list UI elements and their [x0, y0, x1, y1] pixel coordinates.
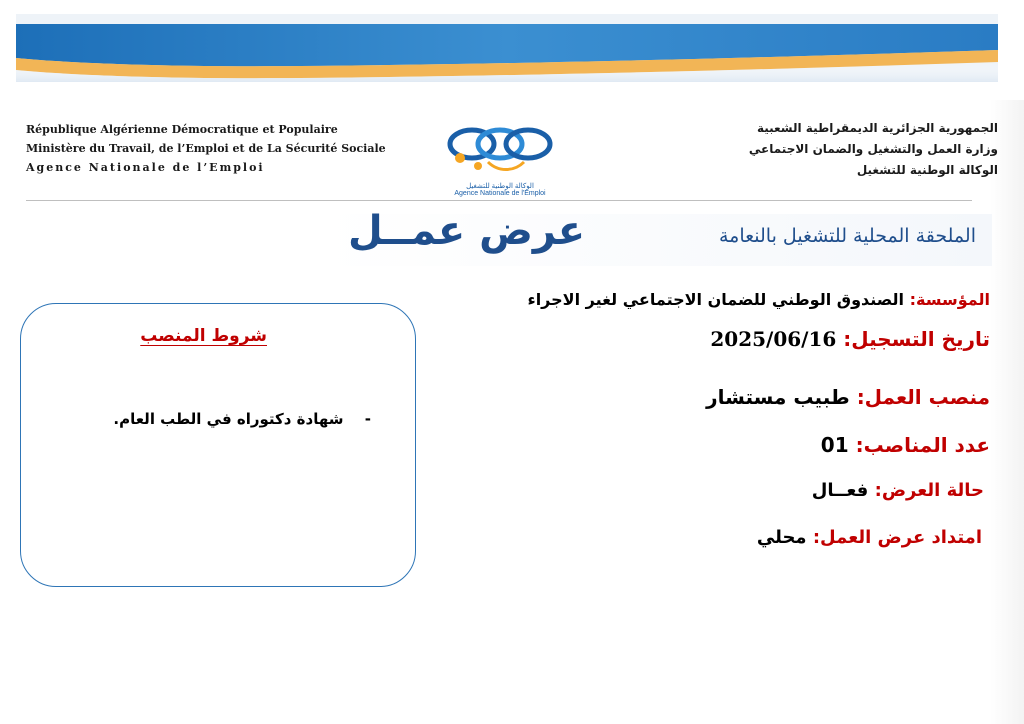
page-edge-shadow — [990, 100, 1024, 724]
positions-count-field — [821, 433, 990, 457]
offer-status-label: حالة العرض: — [874, 480, 984, 501]
registration-date-field — [710, 327, 990, 351]
registration-date-value: 2025/06/16 — [710, 327, 837, 351]
registration-date-label: تاريخ التسجيل: — [843, 327, 990, 351]
institution-label: المؤسسة: — [909, 290, 990, 309]
job-position-field — [706, 385, 990, 409]
job-offer-title: عرض عمــل — [348, 208, 586, 254]
header-banner — [0, 0, 1024, 100]
logo-caption — [436, 182, 564, 197]
positions-count-label: عدد المناصب: — [855, 433, 990, 457]
offer-status-value: فعــال — [811, 480, 869, 501]
offer-scope-field — [757, 527, 982, 548]
positions-count-value: 01 — [820, 433, 849, 457]
arabic-header — [598, 118, 998, 181]
fr-header-agency: Agence Nationale de l’Emploi — [26, 161, 265, 174]
ar-header-agency: الوكالة الوطنية للتشغيل — [856, 163, 998, 177]
fr-header-ministry: Ministère du Travail, de l’Emploi et de La Sécurité Sociale — [26, 142, 386, 155]
offer-scope-label: امتداد عرض العمل: — [812, 527, 982, 548]
header-divider — [26, 200, 972, 201]
logo-caption-ar: الوكالة الوطنية للتشغيل — [466, 183, 534, 190]
condition-text: شهادة دكتوراه في الطب العام. — [113, 410, 344, 428]
condition-bullet: - — [364, 410, 371, 428]
offer-status-field — [812, 480, 984, 501]
conditions-heading: شروط المنصب — [140, 326, 267, 346]
annex-title: الملحقة المحلية للتشغيل بالنعامة — [718, 225, 976, 247]
offer-scope-value: محلي — [756, 527, 807, 548]
institution-value: الصندوق الوطني للضمان الاجتماعي لغير الاجراء — [527, 290, 905, 309]
french-header — [26, 120, 416, 177]
job-position-label: منصب العمل: — [856, 385, 990, 409]
institution-field — [528, 290, 990, 309]
ar-header-republic: الجمهورية الجزائرية الديمقراطية الشعبية — [756, 121, 998, 135]
ar-header-ministry: وزارة العمل والتشغيل والضمان الاجتماعي — [748, 142, 998, 156]
condition-item — [113, 410, 371, 428]
fr-header-republic: République Algérienne Démocratique et Populaire — [26, 123, 338, 136]
job-position-value: طبيب مستشار — [706, 385, 850, 409]
job-conditions-box — [20, 303, 416, 587]
logo-caption-fr: Agence Nationale de l'Emploi — [454, 190, 546, 197]
